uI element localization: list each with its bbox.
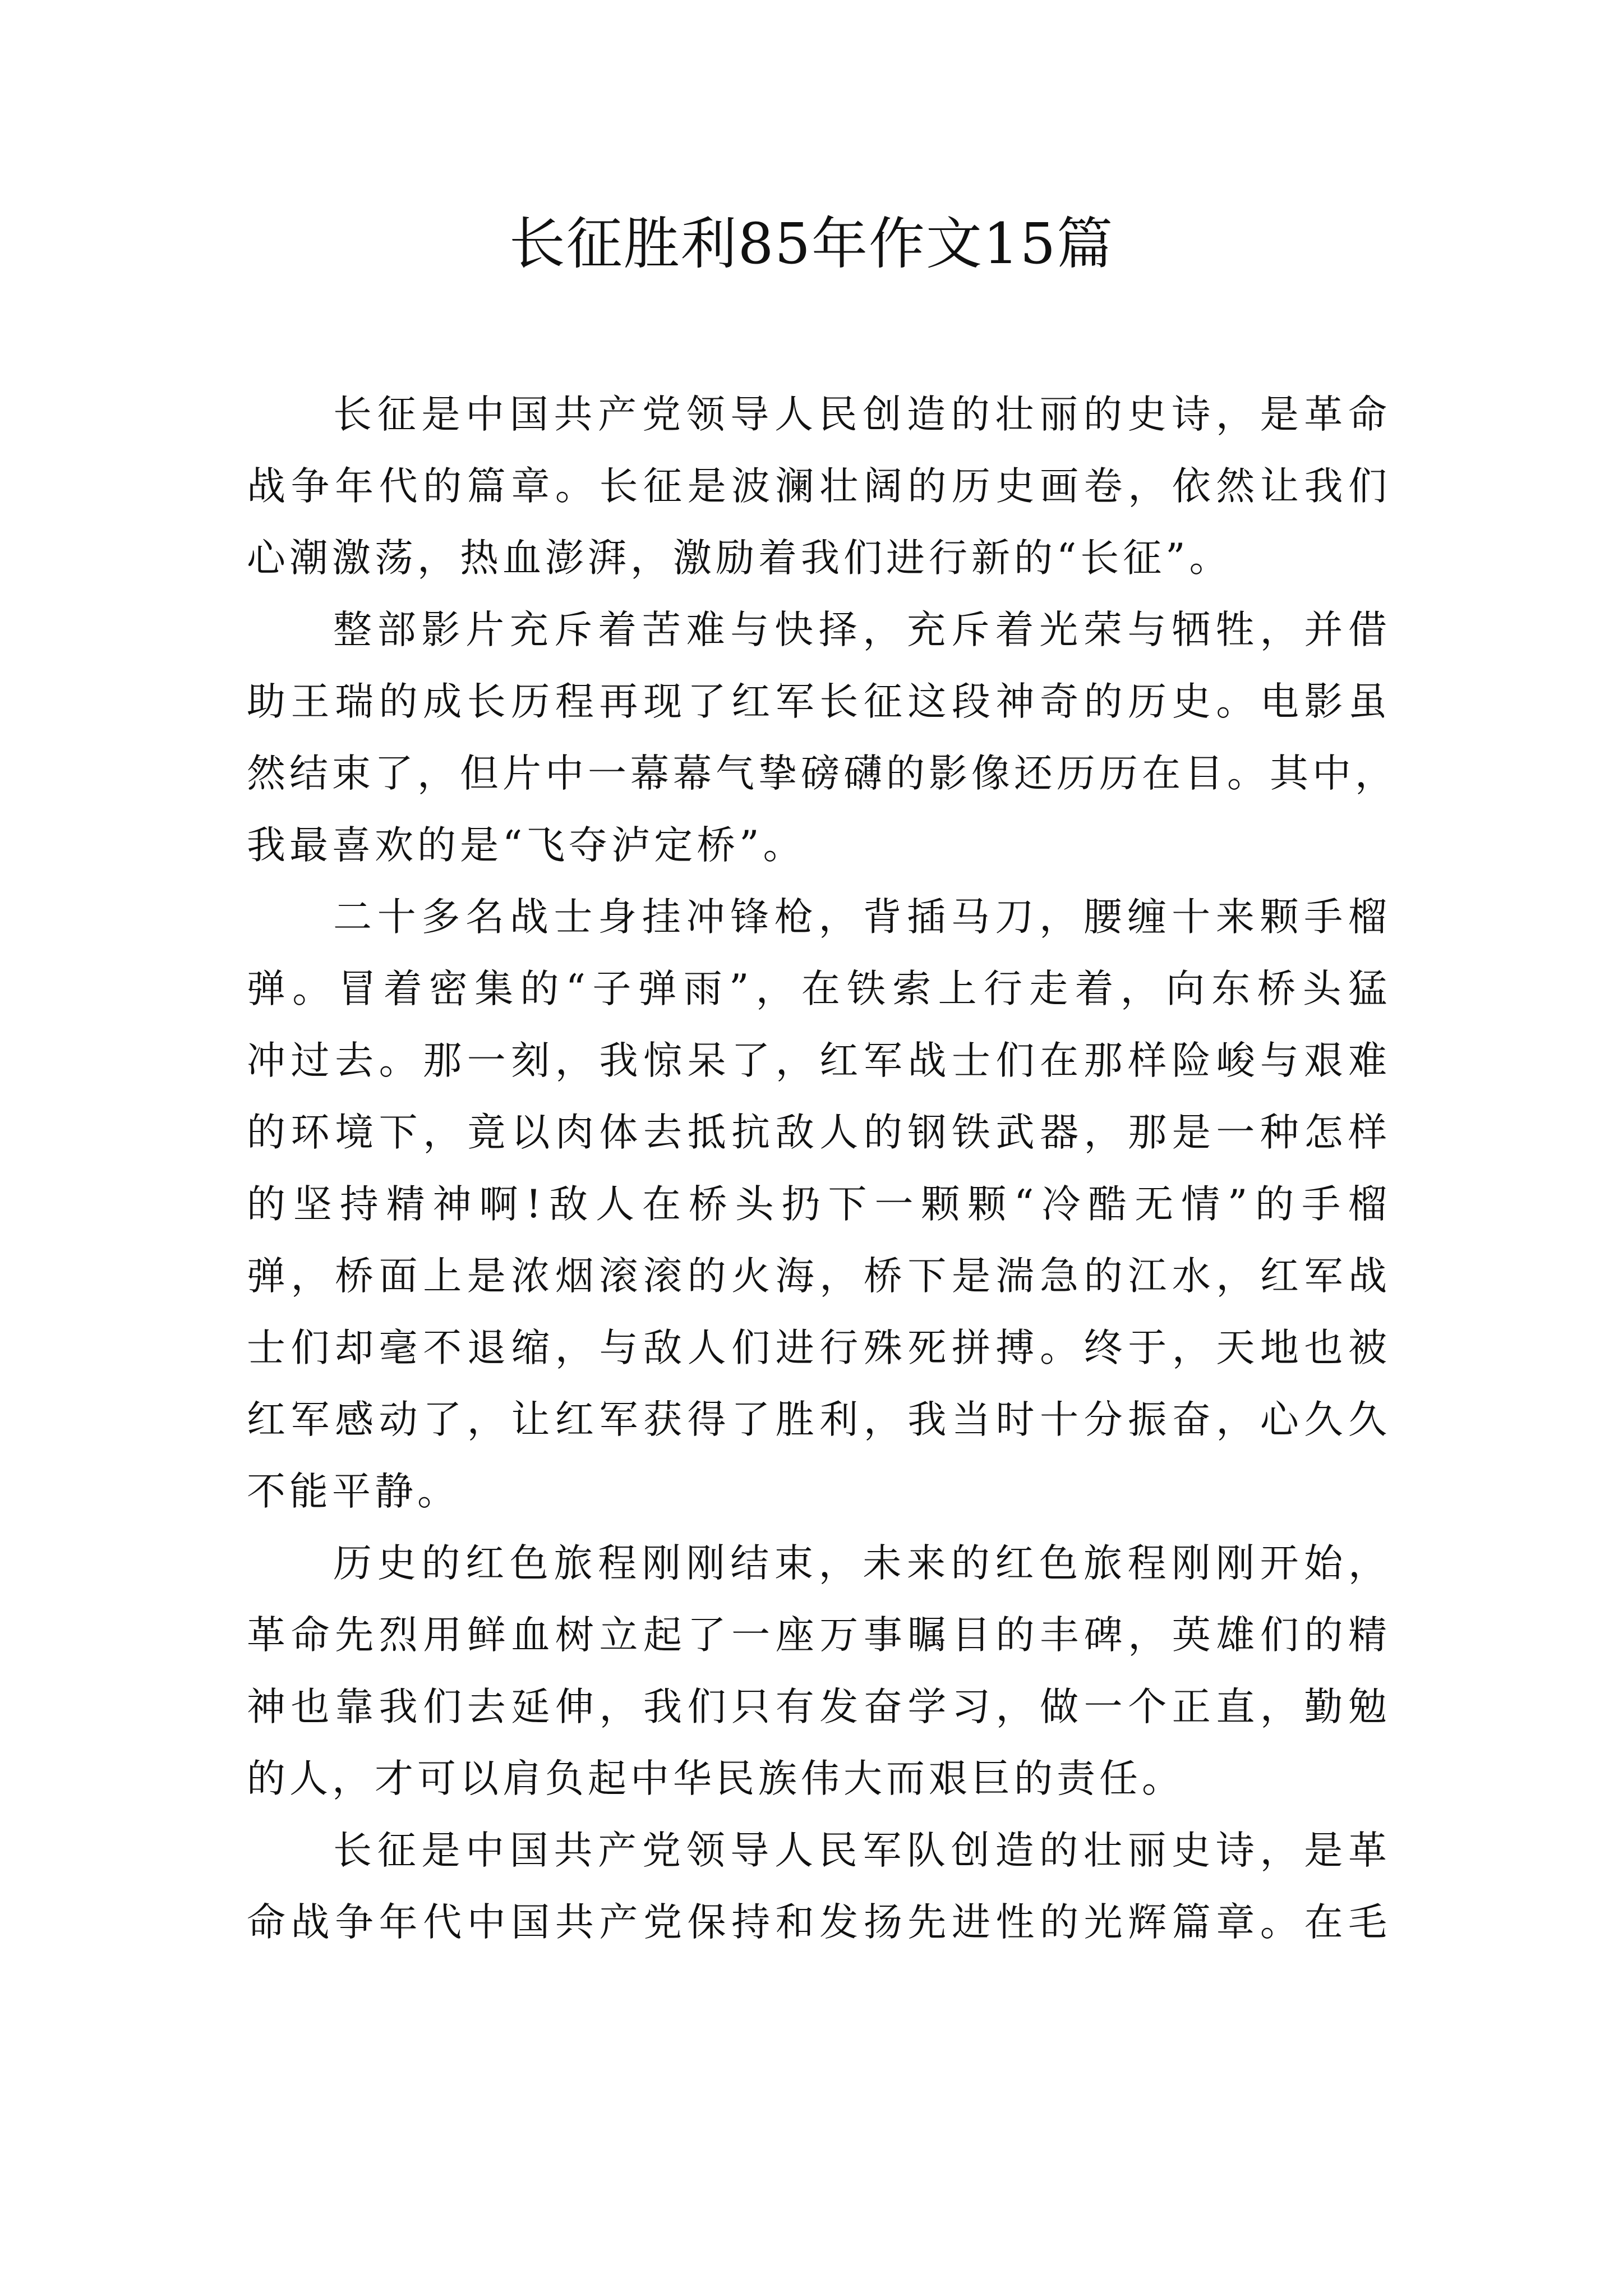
text-line: 不能平静。 [247,1469,460,1514]
text-line: 红军感动了，让红军获得了胜利，我当时十分振奋，心久久 [247,1397,1391,1442]
paragraph [247,379,1391,594]
text-line: 然结束了，但片中一幕幕气挚磅礴的影像还历历在目。其中， [247,751,1398,796]
text-line: 战争年代的篇章。长征是波澜壮阔的历史画卷，依然让我们 [247,464,1391,509]
text-line: 的人，才可以肩负起中华民族伟大而艰巨的责任。 [247,1756,1184,1801]
text-line: 长征是中国共产党领导人民军队创造的壮丽史诗，是革 [333,1828,1391,1873]
paragraph [247,1527,1391,1815]
text-line: 历史的红色旅程刚刚结束，未来的红色旅程刚刚开始， [333,1541,1391,1586]
text-line: 助王瑞的成长历程再现了红军长征这段神奇的历史。电影虽 [247,679,1391,724]
paragraph [247,881,1391,1527]
text-line: 弹。冒着密集的“子弹雨”，在铁索上行走着，向东桥头猛 [247,967,1391,1011]
text-line: 我最喜欢的是“飞夺泸定桥”。 [247,823,806,868]
text-line: 命战争年代中国共产党保持和发扬先进性的光辉篇章。在毛 [247,1900,1391,1945]
text-line: 弹，桥面上是浓烟滚滚的火海，桥下是湍急的江水，红军战 [247,1254,1391,1299]
text-line: 神也靠我们去延伸，我们只有发奋学习，做一个正直，勤勉 [247,1685,1391,1729]
text-line: 长征是中国共产党领导人民创造的壮丽的史诗，是革命 [333,392,1391,437]
paragraph [247,594,1398,881]
document-body [247,379,1398,1958]
text-line: 心潮激荡，热血澎湃，激励着我们进行新的“长征”。 [247,536,1232,581]
text-line: 的坚持精神啊!敌人在桥头扔下一颗颗“冷酷无情”的手榴 [247,1182,1391,1227]
text-line: 整部影片充斥着苦难与快择，充斥着光荣与牺牲，并借 [333,608,1391,652]
text-line: 的环境下，竟以肉体去抵抗敌人的钢铁武器，那是一种怎样 [247,1110,1391,1155]
text-line: 二十多名战士身挂冲锋枪，背插马刀，腰缠十来颗手榴 [333,895,1391,940]
text-line: 士们却毫不退缩，与敌人们进行殊死拼搏。终于，天地也被 [247,1326,1391,1370]
text-line: 冲过去。那一刻，我惊呆了，红军战士们在那样险峻与艰难 [247,1038,1391,1083]
text-line: 革命先烈用鲜血树立起了一座万事瞩目的丰碑，英雄们的精 [247,1613,1391,1658]
paragraph [247,1815,1391,1958]
document-title: 长征胜利85年作文15篇 [509,211,1114,277]
